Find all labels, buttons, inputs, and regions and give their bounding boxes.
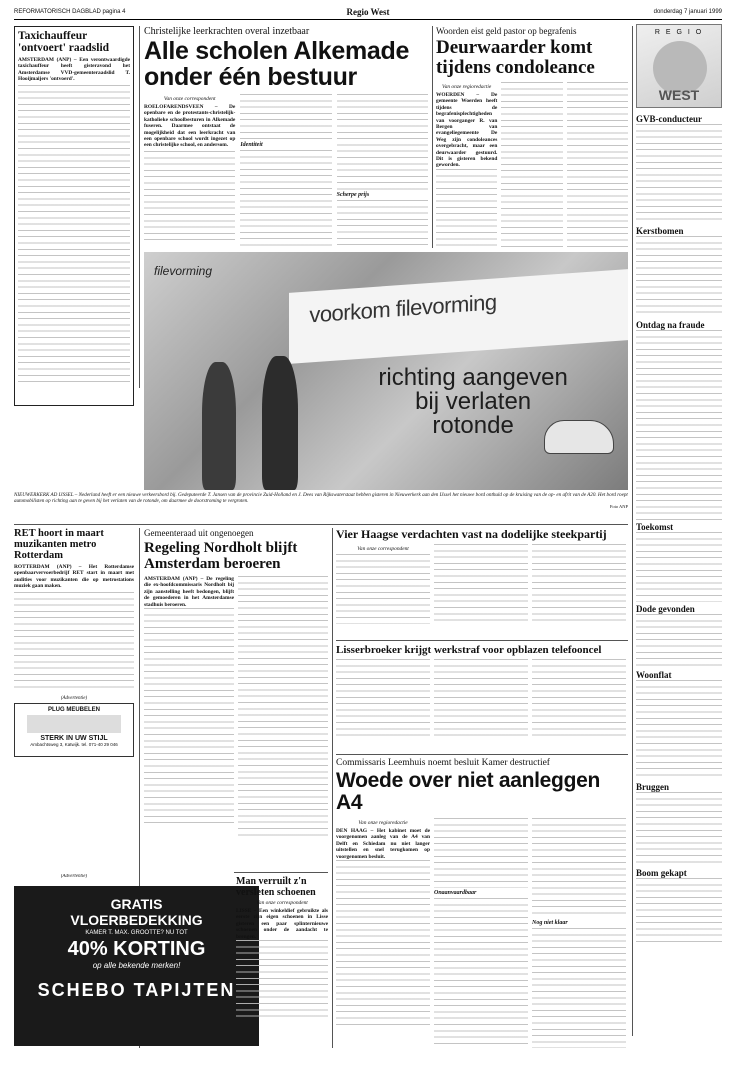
brief-bruggen-title: Bruggen (636, 782, 670, 792)
article-alkemade-sub1: Identiteit (240, 142, 263, 148)
ad-plug-addr: Ambachtsweg 3, Katwijk. tel. 071-40 29 046 (30, 741, 118, 747)
article-alkemade-kicker: Christelijke leerkrachten overal inzetbaar (144, 26, 310, 37)
article-woerden-title: Deurwaarder komt tijdens condoleance (436, 37, 595, 78)
header-section-title: Regio West (346, 7, 390, 17)
ad-label-2: (Advertentie) (60, 874, 88, 879)
article-alkemade-lead: ROELOFARENDSVEEN – De openbare en de protestants-christelijk-katholieke schoolbesturen in Alkemade fuseren. Daarmee ontstaat de mogelijkheid dat een leerkracht van een openbare school wordt ingezet op een christelijke school, en andersom. (144, 104, 236, 149)
article-woerden-lead: WOERDEN – De gemeente Woerden heeft tijdens de begrafenisplechtigheden van voorganger R. van Bergen van evangeliegemeente De Weg zijn condoleances overgebracht, maar een deurwaarder gestuurd. Dit is gisteren bekend geworden. (436, 92, 498, 169)
article-woerden (436, 26, 628, 248)
regio-west-banner (636, 24, 722, 108)
article-nordholt-title: Regeling Nordholt blijft Amsterdam beroeren (144, 540, 298, 572)
article-nordholt-kicker: Gemeenteraad uit ongenoegen (144, 528, 254, 538)
header-left: REFORMATORISCH DAGBLAD pagina 4 (14, 9, 126, 15)
regio-banner-bottom: WEST (658, 87, 700, 103)
news-photo (144, 252, 628, 490)
article-schoenen-lead: LISSE – Een winkeldief gebruikte als eerste zijn eigen schoenen in Lisse gisteren een paar splinternieuwe schoenen onder de aandacht te brengen. (236, 908, 328, 940)
page-header (14, 6, 722, 20)
article-steekpartij (336, 528, 628, 638)
article-schoenen-byline: Van onze correspondent (256, 900, 308, 906)
brief-kerstbomen-title: Kerstbomen (636, 226, 684, 236)
ad-schebo-brand: SCHEBO TAPIJTEN (37, 980, 236, 1000)
brief-woonflat-title: Woonflat (636, 670, 672, 680)
article-alkemade-sub2: Scherpe prijs (336, 192, 370, 198)
photo-car (544, 420, 614, 454)
ad-plug-line: STERK IN UW STIJL (40, 734, 108, 742)
photo-caption-block (14, 492, 628, 520)
article-woerden-byline: Van onze regioredactie (442, 84, 492, 90)
article-telefooncel-title: Lisserbroeker krijgt werkstraf voor opblazen telefooncel (336, 644, 602, 656)
article-a4-sub1: Onaanvaardbaar (434, 890, 477, 896)
article-a4-title: Woede over niet aanleggen A4 (336, 769, 601, 814)
regio-banner-top: R E G I O (654, 29, 704, 36)
ad-schebo-l5: op alle bekende merken! (92, 961, 181, 970)
brief-dode-title: Dode gevonden (636, 604, 695, 614)
article-a4-kicker: Commissaris Leemhuis noemt besluit Kamer destructief (336, 758, 550, 768)
photo-credit: Foto ANP (609, 504, 628, 509)
newspaper-page (14, 6, 722, 1056)
article-taxi (14, 26, 134, 406)
article-nordholt (144, 528, 328, 868)
ad-schebo-l2: VLOERBEDEKKING (70, 912, 203, 928)
brief-gvb-title: GVB-conducteur (636, 114, 702, 124)
article-a4-lead: DEN HAAG – Het kabinet moet de voorgenomen aanleg van de A4 van Delft en Schiedam nu niet langer uitstellen en snel terugkomen op voorgenomen besluit. (336, 828, 430, 860)
article-woerden-kicker: Woorden eist geld pastor op begrafenis (436, 26, 577, 36)
article-schoenen-title: Man verruilt z'n versleten schoenen (236, 876, 316, 898)
photo-sign: richting aangeven bij verlaten rotonde (378, 364, 568, 440)
article-ret-lead: ROTTERDAM (ANP) – Het Rotterdamse openbaarvervoerbedrijf RET start in maart met audities voor muzikanten die op metrostations muziek gaan maken. (14, 564, 134, 590)
article-alkemade-title: Alle scholen Alkemade onder één bestuur (144, 37, 410, 91)
article-steekpartij-byline: Van onze correspondent (357, 546, 409, 552)
article-a4-sub2: Nog niet klaar (532, 920, 568, 926)
brief-toekomst-title: Toekomst (636, 522, 674, 532)
article-a4 (336, 758, 628, 1048)
article-taxi-title: Taxichauffeur 'ontvoert' raadslid (18, 30, 110, 54)
ad-schebo-l4: 40% KORTING (67, 938, 206, 960)
ad-label-1: (Advertentie) (60, 695, 88, 701)
article-taxi-body (18, 85, 130, 385)
article-alkemade-byline: Van onze correspondent (163, 96, 216, 102)
photo-banner (289, 269, 628, 364)
ad-plug-meubelen[interactable] (14, 703, 134, 757)
header-date: donderdag 7 januari 1999 (653, 9, 722, 15)
photo-caption: NIEUWERKERK AD IJSSEL – Nederland heeft er een nieuwe verkeersbord bij. Gedeputeerde T. Jansen van de provincie Zuid-Holland en J. Dees van Rijkswaterstaat hebben gisteren in Nieuwerkerk aan den IJssel het nieuwe bord onthuld op de kruising van de op- en afrit van de A20. Het bord roept automobilisten op richting aan te geven bij het verlaten van de rotonde, om daarmee de doorstroming te vergroten. (14, 492, 628, 504)
regio-west-column (636, 24, 722, 1044)
article-a4-byline: Van onze regioredactie (358, 820, 408, 826)
article-nordholt-lead: AMSTERDAM (ANP) – De regeling die ex-hoofdcommissaris Nordholt bij zijn aanstelling heeft bedongen, blijft de gemoederen in het Amsterdamse stadhuis beroeren. (144, 576, 234, 608)
article-schoenen (236, 876, 328, 1046)
ad-schebo-l3: KAMER T. MAX. GROOTTE? NU TOT (85, 930, 188, 936)
photo-banner-text: voorkom filevorming (309, 289, 497, 328)
ad-schebo-l1: GRATIS (110, 896, 163, 912)
article-ret-title: RET hoort in maart muzikanten metro Rotterdam (14, 528, 104, 561)
brief-fraude-title: Ontdag na fraude (636, 320, 705, 330)
article-alkemade (144, 26, 428, 248)
article-steekpartij-title: Vier Haagse verdachten vast na dodelijke steekpartij (336, 528, 607, 541)
ad-schebo[interactable] (14, 886, 259, 1046)
photo-sign-small: filevorming (154, 264, 213, 278)
photo-person-1 (202, 362, 236, 490)
ad-plug-title: PLUG MEUBELEN (47, 706, 100, 713)
article-telefooncel (336, 644, 628, 752)
photo-person-2 (262, 356, 298, 490)
brief-boom-title: Boom gekapt (636, 868, 687, 878)
article-taxi-lead: AMSTERDAM (ANP) – Een verontwaardigde taxichauffeur heeft gisteravond het Amsterdamse VVD-gemeenteraadslid T. Hooijmaijers 'ontvoerd'. (18, 57, 130, 83)
